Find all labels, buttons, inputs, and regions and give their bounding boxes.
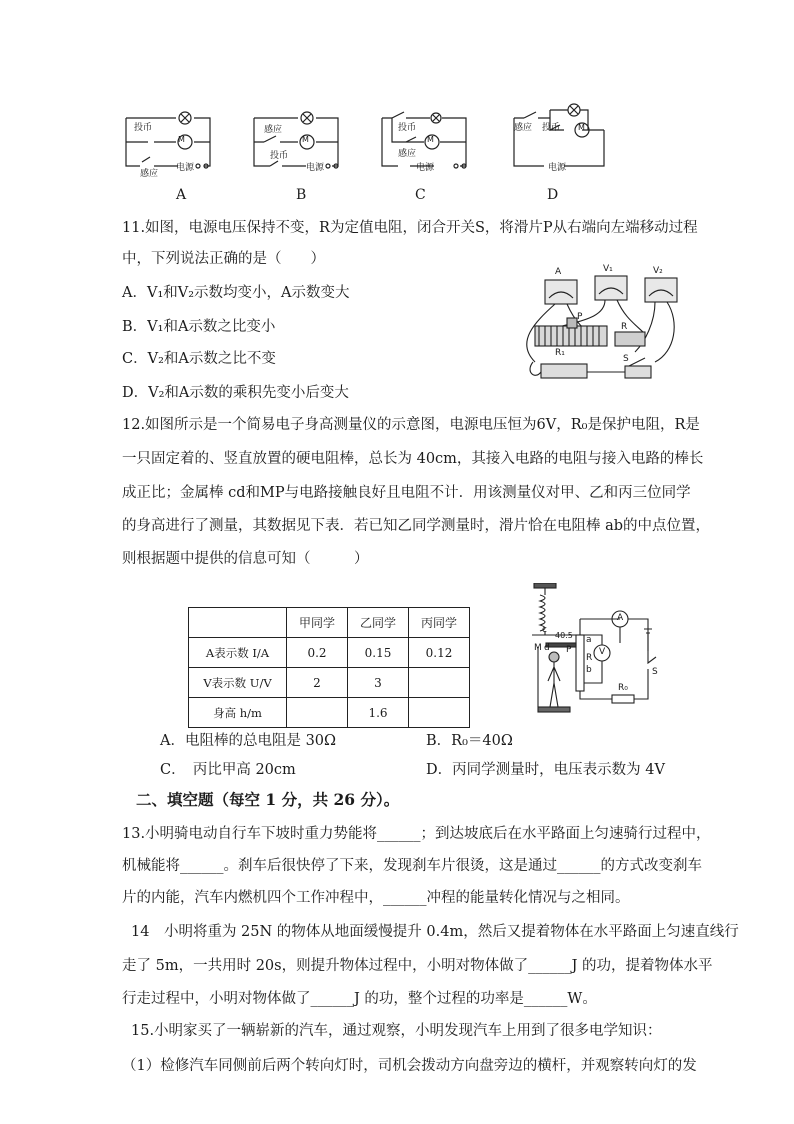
table-row bbox=[189, 608, 470, 638]
q11-option-b: B．V₁和A示数之比变小 bbox=[122, 319, 276, 335]
q12-label-d: d bbox=[544, 643, 550, 653]
table-cell bbox=[409, 698, 470, 728]
motor-icon: M bbox=[427, 135, 434, 144]
table-cell: 1.6 bbox=[348, 698, 409, 728]
option-a-label-power: 电源 bbox=[176, 163, 195, 173]
table-cell bbox=[287, 698, 348, 728]
table-row bbox=[189, 668, 470, 698]
q15-line1: 15.小明家买了一辆崭新的汽车，通过观察，小明发现汽车上用到了很多电学知识： bbox=[131, 1023, 662, 1039]
q12-stem-line5: 则根据题中提供的信息可知（ ） bbox=[122, 551, 369, 567]
option-d-label-power: 电源 bbox=[548, 163, 567, 173]
q11-label-v2: V₂ bbox=[653, 266, 663, 276]
q11-label-v1: V₁ bbox=[603, 264, 613, 274]
q12-stem-line4: 的身高进行了测量，其数据见下表．若已知乙同学测量时，滑片恰在电阻棒 ab的中点位置， bbox=[122, 518, 711, 534]
option-d-letter: D bbox=[547, 187, 559, 203]
circuit-option-b bbox=[248, 100, 353, 175]
option-b-letter: B bbox=[296, 187, 307, 203]
motor-icon: M bbox=[302, 135, 309, 144]
option-b-label-power: 电源 bbox=[306, 163, 325, 173]
table-header-yi: 乙同学 bbox=[348, 608, 409, 638]
motor-icon: M bbox=[178, 135, 185, 144]
q13-line1: 13.小明骑电动自行车下坡时重力势能将______；到达坡底后在水平路面上匀速骑行过程中， bbox=[122, 826, 711, 842]
table-cell: 3 bbox=[348, 668, 409, 698]
circuit-option-a bbox=[118, 100, 218, 179]
q11-label-r: R bbox=[621, 322, 628, 332]
table-header-jia: 甲同学 bbox=[287, 608, 348, 638]
q12-label-voltmeter: V bbox=[599, 647, 606, 657]
q11-option-d: D．V₂和A示数的乘积先变小后变大 bbox=[122, 385, 349, 401]
q12-option-c: C． 丙比甲高 20cm bbox=[160, 762, 296, 778]
q11-label-s: S bbox=[623, 354, 629, 364]
q12-option-b: B．R₀＝40Ω bbox=[426, 733, 513, 749]
q11-circuit-figure bbox=[505, 262, 690, 392]
q12-label-r: R bbox=[586, 653, 593, 663]
table-row-label: 身高 h/m bbox=[189, 698, 287, 728]
q12-label-len: 40.5 bbox=[555, 631, 573, 640]
q11-option-a: A．V₁和V₂示数均变小，A示数变大 bbox=[122, 285, 350, 301]
option-d-label-sensor: 感应 bbox=[514, 123, 533, 133]
option-c-label-power: 电源 bbox=[416, 163, 435, 173]
option-a-label-coin: 投币 bbox=[134, 123, 153, 133]
q12-label-b: b bbox=[586, 665, 592, 675]
q12-option-d: D．丙同学测量时，电压表示数为 4V bbox=[426, 762, 665, 778]
q12-option-a: A．电阻棒的总电阻是 30Ω bbox=[160, 733, 337, 749]
q12-label-r0: R₀ bbox=[618, 683, 628, 693]
table-row bbox=[189, 698, 470, 728]
q12-label-c: c bbox=[542, 625, 547, 635]
q12-label-m: M bbox=[534, 643, 542, 653]
q12-label-a: a bbox=[586, 635, 592, 645]
option-d-label-coin: 投币 bbox=[542, 123, 561, 133]
table-row bbox=[189, 638, 470, 668]
q12-data-table bbox=[188, 607, 470, 728]
q12-label-ammeter: A bbox=[617, 613, 624, 623]
option-a-label-sensor: 感应 bbox=[140, 169, 159, 179]
q14-line2: 走了 5m，一共用时 20s，则提升物体过程中，小明对物体做了______J 的功，提着物体水平 bbox=[122, 958, 713, 974]
q12-height-meter-figure bbox=[520, 583, 680, 718]
motor-icon: M bbox=[578, 123, 585, 132]
q13-line3: 片的内能，汽车内燃机四个工作冲程中，______冲程的能量转化情况与之相同。 bbox=[122, 890, 630, 906]
table-cell: 2 bbox=[287, 668, 348, 698]
q11-stem-line2: 中，下列说法正确的是（ ） bbox=[122, 251, 325, 267]
option-a-letter: A bbox=[176, 187, 187, 203]
q11-label-p: P bbox=[577, 312, 583, 322]
circuit-option-d bbox=[508, 98, 613, 175]
table-cell bbox=[189, 608, 287, 638]
section-title: 二、填空题（每空 1 分，共 26 分）。 bbox=[136, 790, 400, 809]
q11-label-a: A bbox=[555, 267, 562, 277]
option-c-letter: C bbox=[415, 187, 426, 203]
table-cell: 0.15 bbox=[348, 638, 409, 668]
table-cell: 0.12 bbox=[409, 638, 470, 668]
q12-label-s: S bbox=[652, 667, 658, 677]
q12-label-p: P bbox=[566, 645, 572, 655]
option-c-label-coin: 投币 bbox=[398, 123, 417, 133]
table-cell bbox=[409, 668, 470, 698]
q12-stem-line2: 一只固定着的、竖直放置的硬电阻棒，总长为 40cm，其接入电路的电阻与接入电路的棒长 bbox=[122, 451, 704, 467]
table-row-label: A表示数 I/A bbox=[189, 638, 287, 668]
table-cell: 0.2 bbox=[287, 638, 348, 668]
q14-line1: 14 小明将重为 25N 的物体从地面缓慢提升 0.4m，然后又提着物体在水平路面上匀速直线行 bbox=[131, 924, 739, 940]
q14-line3: 行走过程中，小明对物体做了______J 的功，整个过程的功率是______W。 bbox=[122, 991, 597, 1007]
option-b-label-coin: 投币 bbox=[270, 151, 289, 161]
q11-option-c: C．V₂和A示数之比不变 bbox=[122, 351, 276, 367]
q11-stem-line1: 11.如图，电源电压保持不变，R为定值电阻，闭合开关S，将滑片P从右端向左端移动过程 bbox=[122, 220, 698, 236]
option-b-label-sensor: 感应 bbox=[264, 125, 283, 135]
table-row-label: V表示数 U/V bbox=[189, 668, 287, 698]
q12-stem-line3: 成正比；金属棒 cd和MP与电路接触良好且电阻不计．用该测量仪对甲、乙和丙三位同学 bbox=[122, 485, 691, 501]
circuit-option-c bbox=[376, 100, 481, 175]
q13-line2: 机械能将______。刹车后很快停了下来，发现刹车片很烫，这是通过______的方式改变刹车 bbox=[122, 858, 702, 874]
table-header-bing: 丙同学 bbox=[409, 608, 470, 638]
q12-stem-line1: 12.如图所示是一个简易电子身高测量仪的示意图，电源电压恒为6V，R₀是保护电阻，R是 bbox=[122, 417, 700, 433]
q11-label-r1: R₁ bbox=[555, 348, 565, 358]
q15-line2: （1）检修汽车同侧前后两个转向灯时，司机会拨动方向盘旁边的横杆，并观察转向灯的发 bbox=[122, 1058, 697, 1074]
option-c-label-sensor: 感应 bbox=[398, 149, 417, 159]
